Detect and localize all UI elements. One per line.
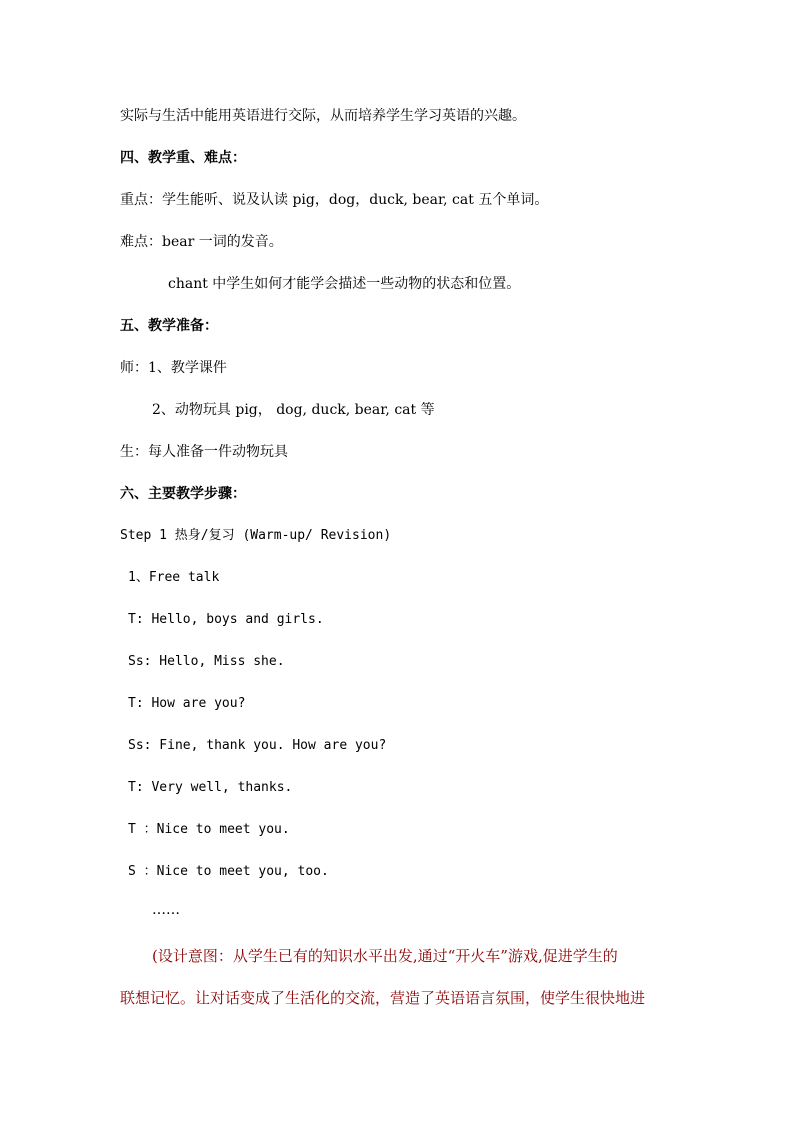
design-intent-note-line-1: (设计意图：从学生已有的知识水平出发,通过“开火车”游戏,促进学生的 [152, 947, 618, 965]
dialogue-line: T ：Nice to meet you. [128, 822, 290, 837]
dialogue-line: Ss: Hello, Miss she. [128, 654, 285, 669]
section-heading-steps: 六、主要教学步骤： [120, 486, 246, 502]
text-line-ellipsis: …… [152, 902, 180, 918]
text-line-difficulty: 难点：bear 一词的发音。 [120, 234, 283, 250]
dialogue-line: T: Very well, thanks. [128, 780, 293, 795]
text-line-student-prep: 生：每人准备一件动物玩具 [120, 444, 288, 460]
text-line-teacher-prep: 师：1、教学课件 [120, 360, 227, 376]
text-line-step-1: Step 1 热身/复习 (Warm-up/ Revision) [120, 528, 392, 543]
dialogue-line: T: Hello, boys and girls. [128, 612, 324, 627]
text-line-intro: 实际与生活中能用英语进行交际，从而培养学生学习英语的兴趣。 [120, 108, 526, 124]
dialogue-line: Ss: Fine, thank you. How are you? [128, 738, 387, 753]
text-line-toys: 2、动物玩具 pig， dog, duck, bear, cat 等 [152, 402, 435, 418]
dialogue-line: T: How are you? [128, 696, 246, 711]
section-heading-preparation: 五、教学准备： [120, 318, 218, 334]
section-heading-key-points: 四、教学重、难点： [120, 150, 246, 166]
text-line-difficulty-chant: chant 中学生如何才能学会描述一些动物的状态和位置。 [168, 276, 521, 292]
design-intent-note-line-2: 联想记忆。让对话变成了生活化的交流，营造了英语语言氛围，使学生很快地进 [120, 989, 646, 1007]
text-line-key-point: 重点：学生能听、说及认读 pig，dog，duck, bear, cat 五个单词。 [120, 192, 549, 208]
text-line-free-talk: 1、Free talk [128, 570, 220, 585]
dialogue-line: S ：Nice to meet you, too. [128, 864, 329, 879]
